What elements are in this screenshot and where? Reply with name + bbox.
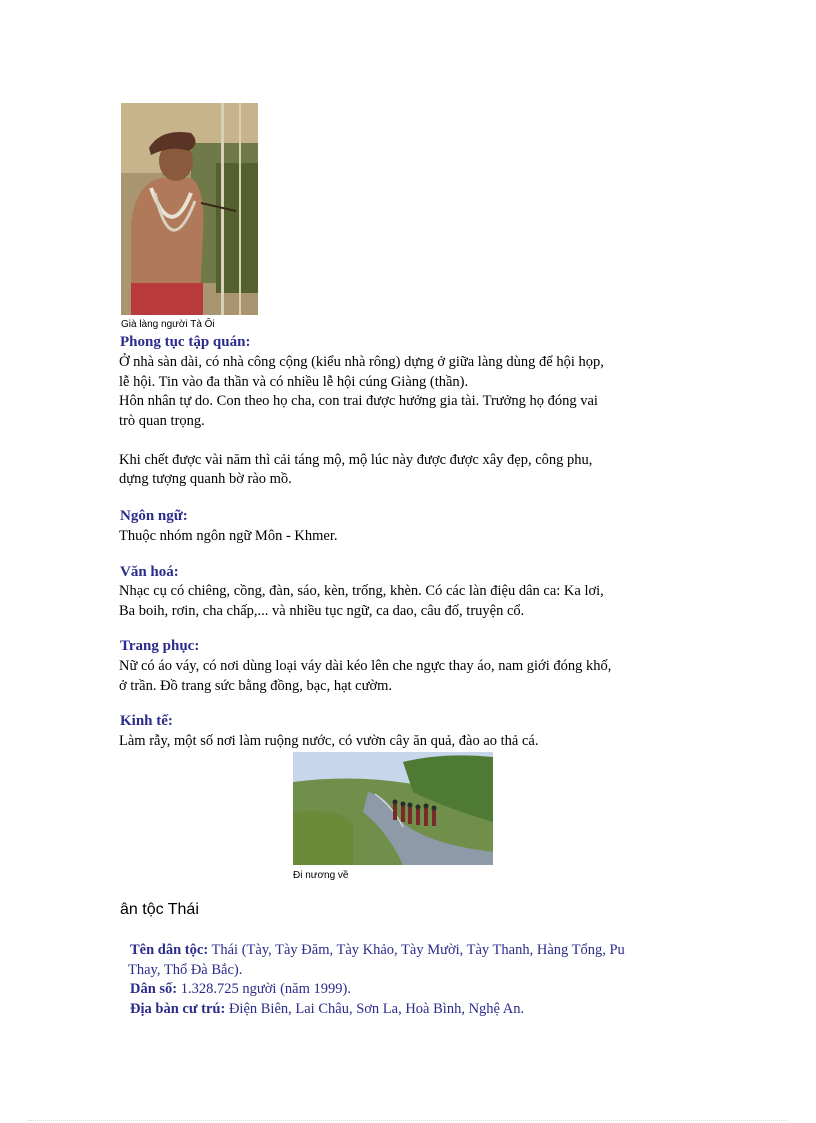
section-body-customs xyxy=(119,353,604,490)
text-line: Nữ có áo váy, có nơi dùng loại váy dài kéo lên che ngực thay áo, nam giới đóng khố, xyxy=(119,658,612,674)
ethnic-info-block xyxy=(130,941,625,1019)
name-label: Tên dân tộc: xyxy=(130,942,209,958)
text-line: Khi chết được vài năm thì cải táng mộ, mộ lúc này được được xây đẹp, công phu, xyxy=(119,451,593,468)
text-line: dựng tượng quanh bờ rào mồ. xyxy=(119,471,292,487)
residence-value: Điện Biên, Lai Châu, Sơn La, Hoà Bình, Nghệ An. xyxy=(225,1000,525,1017)
section-heading-customs: Phong tục tập quán: xyxy=(120,334,251,350)
photo-caption: Đi nương về xyxy=(293,870,349,881)
section-heading-culture: Văn hoá: xyxy=(120,564,179,580)
name-value: Thái (Tày, Tày Đăm, Tày Khảo, Tày Mười, Tày Thanh, Hàng Tổng, Pu xyxy=(208,942,625,958)
text-line: Nhạc cụ có chiêng, cồng, đàn, sáo, kèn, trống, khèn. Có các làn điệu dân ca: Ka lơi, xyxy=(119,583,604,599)
section-body-language xyxy=(119,527,338,547)
text-line: Ba boih, rơin, cha chấp,... và nhiều tục ngữ, ca dao, câu đố, truyện cổ. xyxy=(119,602,525,619)
text-line: Ở nhà sàn dài, có nhà công cộng (kiểu nhà rông) dựng ở giữa làng dùng để hội họp, xyxy=(119,354,604,370)
population-row xyxy=(130,980,625,1000)
population-label: Dân số: xyxy=(130,981,178,997)
photo-caption: Già làng người Tà Ôi xyxy=(121,319,215,330)
section-heading-economy: Kinh tế: xyxy=(120,713,173,729)
section-heading-language: Ngôn ngữ: xyxy=(120,508,188,524)
text-line: Thuộc nhóm ngôn ngữ Môn - Khmer. xyxy=(119,528,338,544)
ethnic-group-title: ân tộc Thái xyxy=(120,901,199,918)
text-line: trò quan trọng. xyxy=(119,412,205,429)
text-line xyxy=(119,431,604,451)
section-body-economy xyxy=(119,732,539,752)
population-value: 1.328.725 người (năm 1999). xyxy=(177,981,351,997)
page-bottom-divider xyxy=(28,1120,788,1121)
elder-portrait-photo xyxy=(121,103,258,315)
residence-label: Địa bàn cư trú: xyxy=(130,1000,226,1017)
text-line: ở trần. Đồ trang sức bằng đồng, bạc, hạt cườm. xyxy=(119,677,393,694)
name-row xyxy=(130,941,625,961)
name-row-continued xyxy=(128,961,625,981)
section-body-culture xyxy=(119,582,604,621)
text-line: Hôn nhân tự do. Con theo họ cha, con trai được hưởng gia tài. Trưởng họ đóng vai xyxy=(119,393,598,409)
text-line: lễ hội. Tin vào đa thần và có nhiều lễ hội cúng Giàng (thần). xyxy=(119,373,469,390)
road-walkers-photo xyxy=(293,752,493,865)
text-line: Làm rẫy, một số nơi làm ruộng nước, có vườn cây ăn quả, đào ao thả cá. xyxy=(119,733,539,749)
section-heading-costume: Trang phục: xyxy=(120,638,200,654)
residence-row xyxy=(130,1000,625,1020)
section-body-costume xyxy=(119,657,611,696)
name-value-continued: Thay, Thổ Đà Bắc). xyxy=(128,961,243,978)
